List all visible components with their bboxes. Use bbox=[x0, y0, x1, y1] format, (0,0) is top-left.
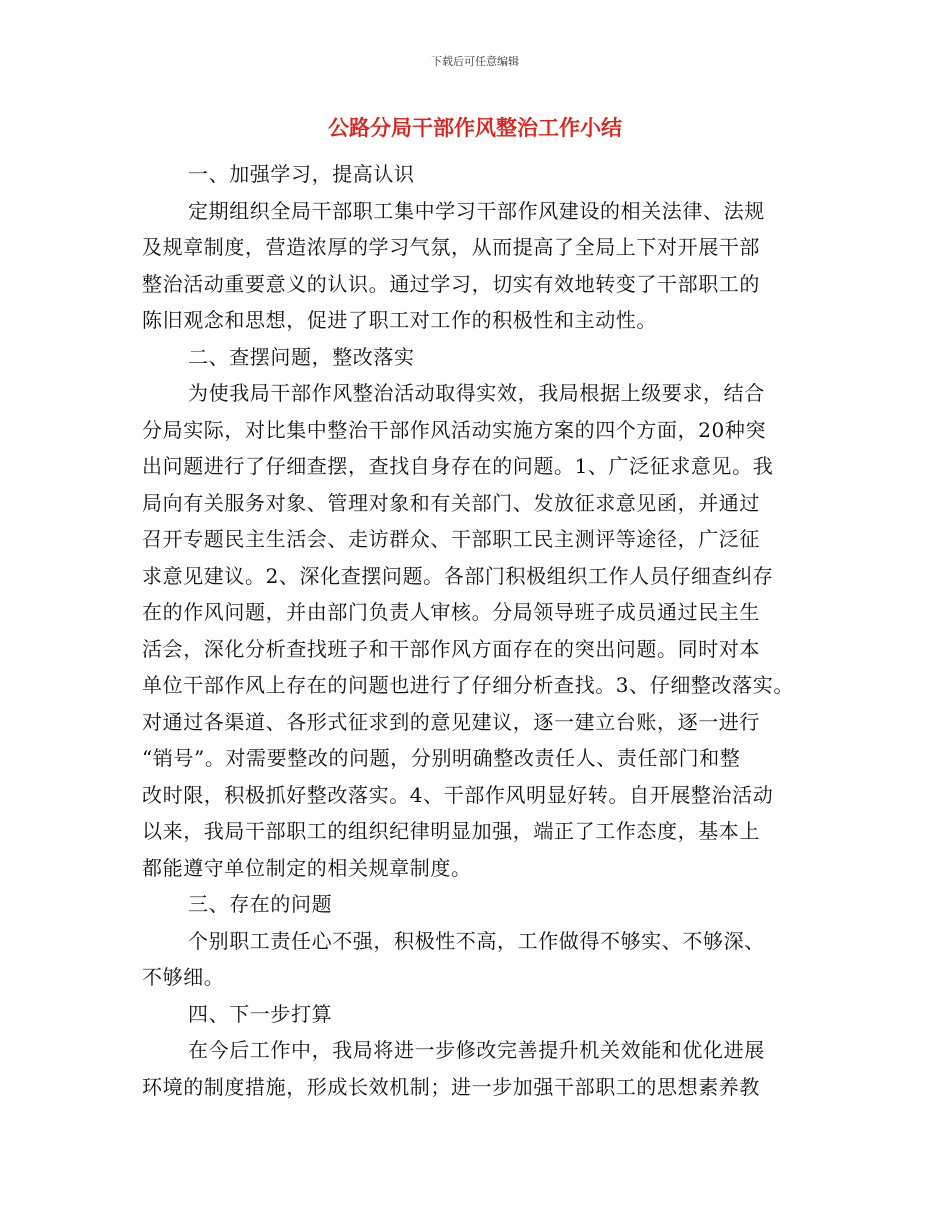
document-body bbox=[142, 156, 810, 1105]
paragraph-line: 为使我局干部作风整治活动取得实效，我局根据上级要求，结合 bbox=[188, 381, 765, 405]
paragraph-line: 陈旧观念和思想，促进了职工对工作的积极性和主动性。 bbox=[142, 308, 657, 332]
paragraph-line: 局向有关服务对象、管理对象和有关部门、发放征求意见函，并通过 bbox=[142, 490, 760, 515]
paragraph-line: 整治活动重要意义的认识。通过学习，切实有效地转变了干部职工的 bbox=[142, 271, 760, 296]
paragraph-line: 个别职工责任心不强，积极性不高，工作做得不够实、不够深、 bbox=[188, 928, 765, 953]
paragraph-line: 在今后工作中，我局将进一步修改完善提升机关效能和优化进展 bbox=[188, 1038, 765, 1062]
paragraph-line: 不够细。 bbox=[142, 965, 225, 989]
document-title: 公路分局干部作风整治工作小结 bbox=[328, 116, 622, 140]
section-heading-1: 一、加强学习，提高认识 bbox=[188, 162, 415, 186]
paragraph-line: 召开专题民主生活会、走访群众、干部职工民主测评等途径，广泛征 bbox=[142, 527, 760, 551]
section-heading-3: 三、存在的问题 bbox=[188, 892, 333, 916]
paragraph-line: 及规章制度，营造浓厚的学习气氛，从而提高了全局上下对开展干部 bbox=[142, 235, 760, 259]
paragraph-line: 环境的制度措施，形成长效机制；进一步加强干部职工的思想素养教 bbox=[142, 1074, 760, 1099]
paragraph-line: 定期组织全局干部职工集中学习干部作风建设的相关法律、法规 bbox=[188, 198, 765, 223]
paragraph-line: 以来，我局干部职工的组织纪律明显加强，端正了工作态度，基本上 bbox=[142, 819, 760, 843]
header-note: 下载后可任意编辑 bbox=[431, 55, 519, 68]
section-heading-4: 四、下一步打算 bbox=[188, 1001, 333, 1026]
paragraph-line: 对通过各渠道、各形式征求到的意见建议，逐一建立台账，逐一进行 bbox=[142, 709, 760, 734]
paragraph-line: 在的作风问题，并由部门负责人审核。分局领导班子成员通过民主生 bbox=[142, 600, 760, 624]
section-heading-2: 二、查摆问题，整改落实 bbox=[188, 344, 415, 369]
paragraph-line: 单位干部作风上存在的问题也进行了仔细分析查找。3、仔细整改落实。 bbox=[142, 673, 794, 697]
paragraph-line: 都能遵守单位制定的相关规章制度。 bbox=[142, 855, 472, 880]
paragraph-line: 活会，深化分析查找班子和干部作风方面存在的突出问题。同时对本 bbox=[142, 636, 760, 661]
paragraph-line: 求意见建议。2、深化查摆问题。各部门积极组织工作人员仔细查纠存 bbox=[142, 563, 774, 588]
paragraph-line: 分局实际，对比集中整治干部作风活动实施方案的四个方面，20种突 bbox=[142, 417, 767, 442]
paragraph-line: “销号”。对需要整改的问题，分别明确整改责任人、责任部门和整 bbox=[142, 746, 741, 770]
paragraph-line: 出问题进行了仔细查摆，查找自身存在的问题。1、广泛征求意见。我 bbox=[142, 454, 774, 478]
paragraph-line: 改时限，积极抓好整改落实。4、干部作风明显好转。自开展整治活动 bbox=[142, 782, 774, 807]
